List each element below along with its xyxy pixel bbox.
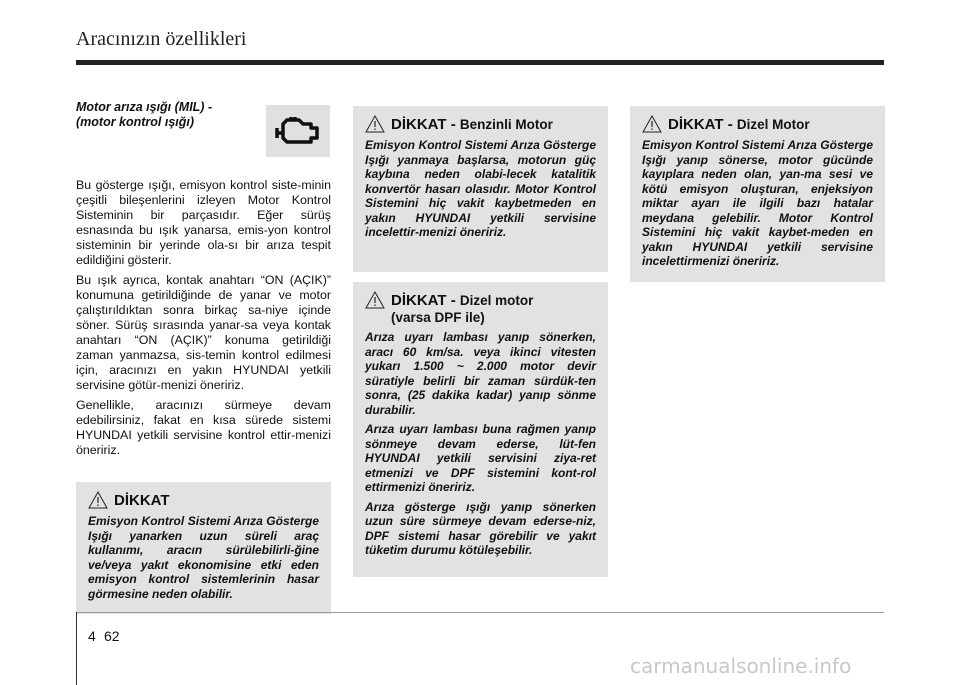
mil-title-line2: (motor kontrol ışığı) (76, 115, 195, 129)
caution-general-text: Emisyon Kontrol Sistemi Arıza Gösterge Işığı yanarken uzun süreli araç kullanımı, aracın sürülebilirli-ğine ve/veya yakıt ekonomisine etki eden emisyon kontrol sistemlerinin hasar görmesine neden olabilir. (88, 514, 319, 601)
body-paragraph-2: Bu ışık ayrıca, kontak anahtarı “ON (AÇIK)” konumuna getirildiğinde de yanar ve motor çalıştırıldıktan sonra birkaç sa-niye içinde söner. Sürüş sırasında yanar-sa veya kontak anahtarı “ON (AÇIK)” konuma getirildiği zaman yanmazsa, sis-temin kontrol edilmesi için, aracınızı en yakın HYUNDAI yetkili servisine götür-menizi öneririz. (76, 273, 331, 392)
mil-title-line1: Motor arıza ışığı (MIL) - (76, 100, 213, 114)
caution-dpf-paragraph-3: Arıza gösterge ışığı yanıp sönerken uzun süre sürmeye devam ederse-niz, DPF sistemi hasar görebilir ve yakıt tüketim durumu kötüleşebilir. (365, 499, 596, 557)
caution-diesel-text: Emisyon Kontrol Sistemi Arıza Gösterge Işığı yanıp sönerse, motor gücünde kayıplara neden olan, yan-ma sesi ve kötü emisyon oluşturan, enjeksiyon miktar ayarı ile ilgili bazı hatalar meydana gelebilir. Motor Kontrol Sistemini hiç vakit kaybet-meden en yakın HYUNDAI yetkili servisine incelettirmenizi öneririz. (642, 138, 873, 268)
footer-rule (76, 612, 884, 613)
chapter-number: 4 (88, 628, 96, 644)
caution-dpf-paragraph-2: Arıza uyarı lambası buna rağmen yanıp sönmeye devam ederse, lüt-fen HYUNDAI yetkili servisini ziya-ret etmenizi ve DPF sistemini kont-rol ettirmenizi öneririz. (365, 422, 596, 494)
caution-box-dpf (353, 282, 608, 577)
caution-gasoline-text: Emisyon Kontrol Sistemi Arıza Gösterge Işığı yanmaya başlarsa, motorun güç kaybına neden olabi-lecek katalitik konvertör hasarı olasıdır. Motor Kontrol Sistemini hiç vakit kaybetmeden en yakın HYUNDAI yetkili servisine incelettir-menizi öneririz. (365, 138, 596, 239)
caution-gasoline-subtitle: Benzinli Motor (459, 116, 553, 132)
caution-box-general (76, 482, 331, 614)
header-rule (76, 60, 884, 65)
mil-section (76, 100, 331, 130)
caution-dpf-paragraph-1: Arıza uyarı lambası yanıp sönerken, aracı 60 km/sa. veya ikinci vitesten yukarı 1.500 ~ 2.000 motor devir süratiyle belirli bir zaman sürdük-ten sonra, (25 dakika kadar) yanıp sönme durabilir. (365, 330, 596, 417)
warning-triangle-icon (88, 491, 108, 509)
caution-box-gasoline (353, 106, 608, 272)
warning-triangle-icon (365, 291, 385, 309)
caution-dpf-title (391, 292, 533, 309)
caution-diesel-title (668, 116, 810, 133)
caution-diesel-title-main: DİKKAT - (668, 115, 737, 133)
mil-title (76, 100, 246, 130)
caution-box-diesel (630, 106, 885, 282)
body-paragraph-3: Genellikle, aracınızı sürmeye devam edebilirsiniz, fakat en kısa sürede sistemi HYUNDAI yetkili servisine kontrol ettir-menizi öneririz. (76, 398, 331, 457)
caution-gasoline-title (391, 116, 553, 133)
caution-dpf-subtitle: Dizel motor (459, 292, 534, 308)
caution-gasoline-title-main: DİKKAT - (391, 115, 460, 133)
warning-triangle-icon (642, 115, 662, 133)
caution-dpf-title-main: DİKKAT - (391, 291, 460, 309)
caution-dpf-subtitle2: (varsa DPF ile) (391, 310, 485, 325)
caution-general-title: DİKKAT (114, 491, 170, 509)
warning-triangle-icon (365, 115, 385, 133)
caution-diesel-subtitle: Dizel Motor (736, 116, 810, 132)
mil-description (76, 178, 331, 463)
check-engine-icon (266, 105, 330, 157)
watermark-text: carmanualsonline.info (630, 654, 852, 678)
footer-vertical-line (76, 612, 77, 685)
page-header-title: Aracınızın özellikleri (76, 28, 247, 50)
body-paragraph-1: Bu gösterge ışığı, emisyon kontrol siste-minin çeşitli bileşenlerini izleyen Motor Kontrol Sisteminin bir parçasıdır. Eğer sürüş esnasında bu ışık yanarsa, emis-yon kontrol sisteminin bir yerinde ola-sı bir arıza tespit edildiğini gösterir. (76, 178, 331, 267)
page-number: 62 (104, 628, 120, 644)
